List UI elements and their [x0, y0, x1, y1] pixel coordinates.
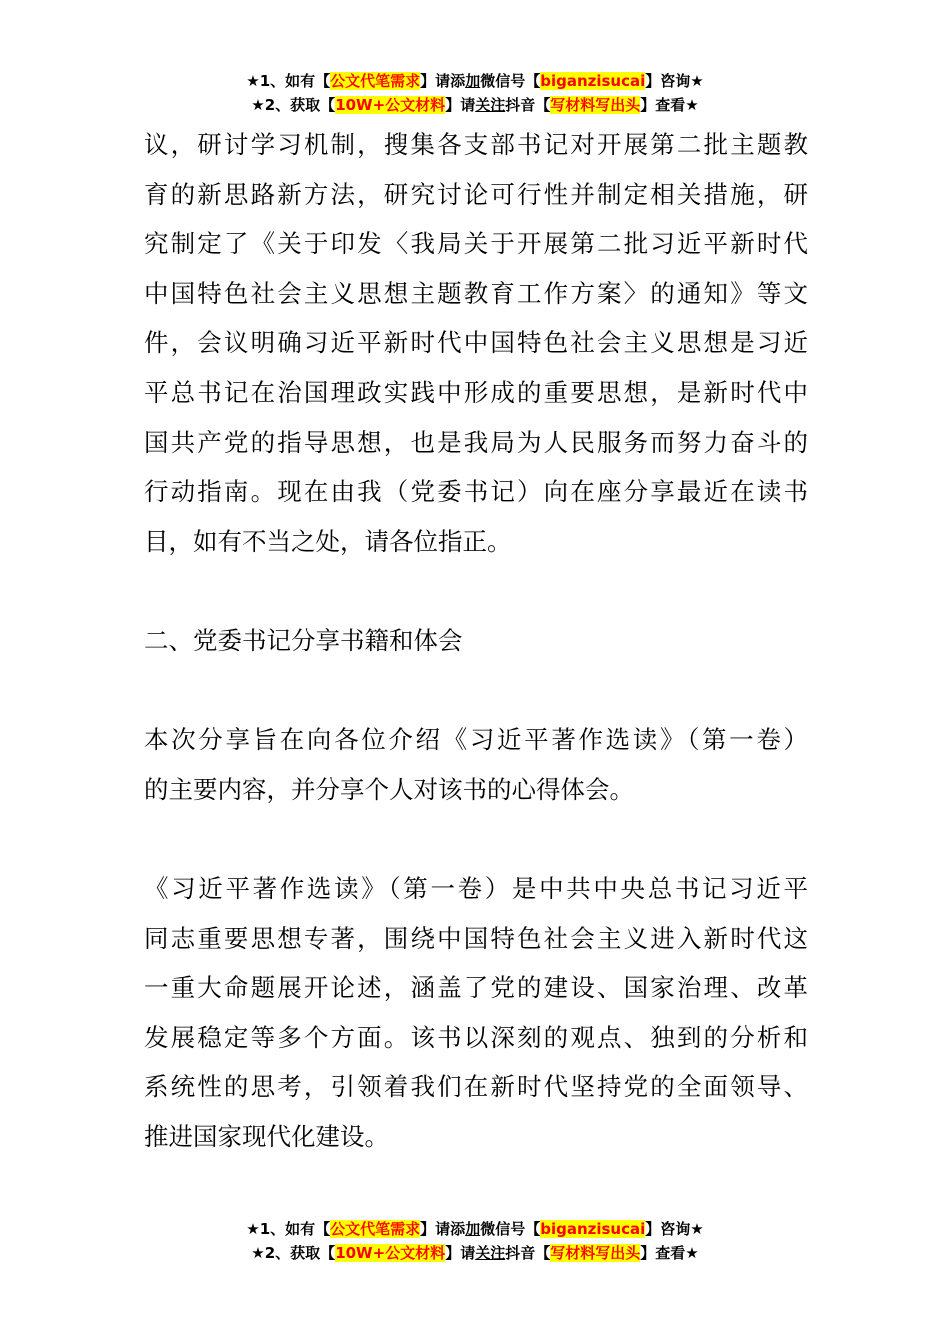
paragraph-book: [144, 864, 808, 1162]
banner-highlight: 公文代笔需求: [330, 1220, 421, 1238]
banner-text: ★1、如有【: [246, 72, 331, 90]
paragraph-spacer: [144, 814, 808, 864]
banner-line-1: [0, 69, 950, 93]
banner-line-2: [0, 93, 950, 117]
banner-text: 抖音【: [505, 96, 551, 114]
text-line: 件，会议明确习近平新时代中国特色社会主义思想是习近: [144, 328, 808, 358]
banner-highlight: 写材料写出头: [550, 96, 641, 114]
text-line: 平总书记在治国理政实践中形成的重要思想，是新时代中: [144, 377, 808, 407]
banner-text: ★2、获取【: [251, 96, 336, 114]
text-line: 中国特色社会主义思想主题教育工作方案〉的通知》等文: [144, 278, 808, 308]
banner-highlight: biganzisucai: [540, 72, 646, 90]
text-line: 本次分享旨在向各位介绍《习近平著作选读》（第一卷）: [144, 725, 808, 755]
header-banner: [0, 69, 950, 117]
banner-underlined-text: 关注: [475, 1244, 506, 1262]
banner-underlined-text: 加: [465, 1220, 481, 1238]
text-line: 系统性的思考，引领着我们在新时代坚持党的全面领导、: [144, 1072, 808, 1102]
banner-underlined-text: 加: [465, 72, 481, 90]
text-line: 育的新思路新方法，研究讨论可行性并制定相关措施，研: [144, 179, 808, 209]
banner-underlined-text: 关注: [475, 96, 506, 114]
banner-text: 】请: [445, 1244, 476, 1262]
banner-highlight: biganzisucai: [540, 1220, 646, 1238]
document-body: [144, 120, 808, 1161]
banner-highlight: 10W+公文材料: [335, 96, 446, 114]
heading-text: 二、党委书记分享书籍和体会: [144, 625, 463, 655]
text-line: 目，如有不当之处，请各位指正。: [144, 526, 512, 556]
banner-line-2: [0, 1241, 950, 1265]
text-line: 议，研讨学习机制，搜集各支部书记对开展第二批主题教: [144, 130, 808, 159]
banner-text: 】咨询★: [645, 1220, 704, 1238]
text-line: 《习近平著作选读》（第一卷）是中共中央总书记习近平: [144, 873, 808, 903]
banner-line-1: [0, 1217, 950, 1241]
banner-highlight: 写材料写出头: [550, 1244, 641, 1262]
banner-text: 】请添: [420, 72, 466, 90]
text-line: 行动指南。现在由我（党委书记）向在座分享最近在读书: [144, 477, 808, 507]
banner-text: 微信号【: [480, 72, 541, 90]
banner-text: 】查看★: [640, 96, 699, 114]
text-line: 一重大命题展开论述，涵盖了党的建设、国家治理、改革: [144, 973, 808, 1003]
banner-highlight: 公文代笔需求: [330, 72, 421, 90]
footer-banner: [0, 1217, 950, 1265]
text-line: 推进国家现代化建设。: [144, 1121, 389, 1151]
section-heading: [144, 616, 808, 666]
banner-highlight: 10W+公文材料: [335, 1244, 446, 1262]
banner-text: ★2、获取【: [251, 1244, 336, 1262]
banner-text: 抖音【: [505, 1244, 551, 1262]
paragraph-spacer: [144, 666, 808, 716]
text-line: 同志重要思想专著，围绕中国特色社会主义进入新时代这: [144, 923, 808, 953]
banner-text: 微信号【: [480, 1220, 541, 1238]
text-line: 发展稳定等多个方面。该书以深刻的观点、独到的分析和: [144, 1022, 808, 1052]
banner-text: 】请: [445, 96, 476, 114]
paragraph-intro: [144, 715, 808, 814]
banner-text: ★1、如有【: [246, 1220, 331, 1238]
banner-text: 】咨询★: [645, 72, 704, 90]
text-line: 究制定了《关于印发〈我局关于开展第二批习近平新时代: [144, 229, 808, 259]
paragraph-meeting: [144, 120, 808, 566]
paragraph-spacer: [144, 566, 808, 616]
text-line: 的主要内容，并分享个人对该书的心得体会。: [144, 774, 634, 804]
text-line: 国共产党的指导思想，也是我局为人民服务而努力奋斗的: [144, 427, 808, 457]
banner-text: 】查看★: [640, 1244, 699, 1262]
banner-text: 】请添: [420, 1220, 466, 1238]
